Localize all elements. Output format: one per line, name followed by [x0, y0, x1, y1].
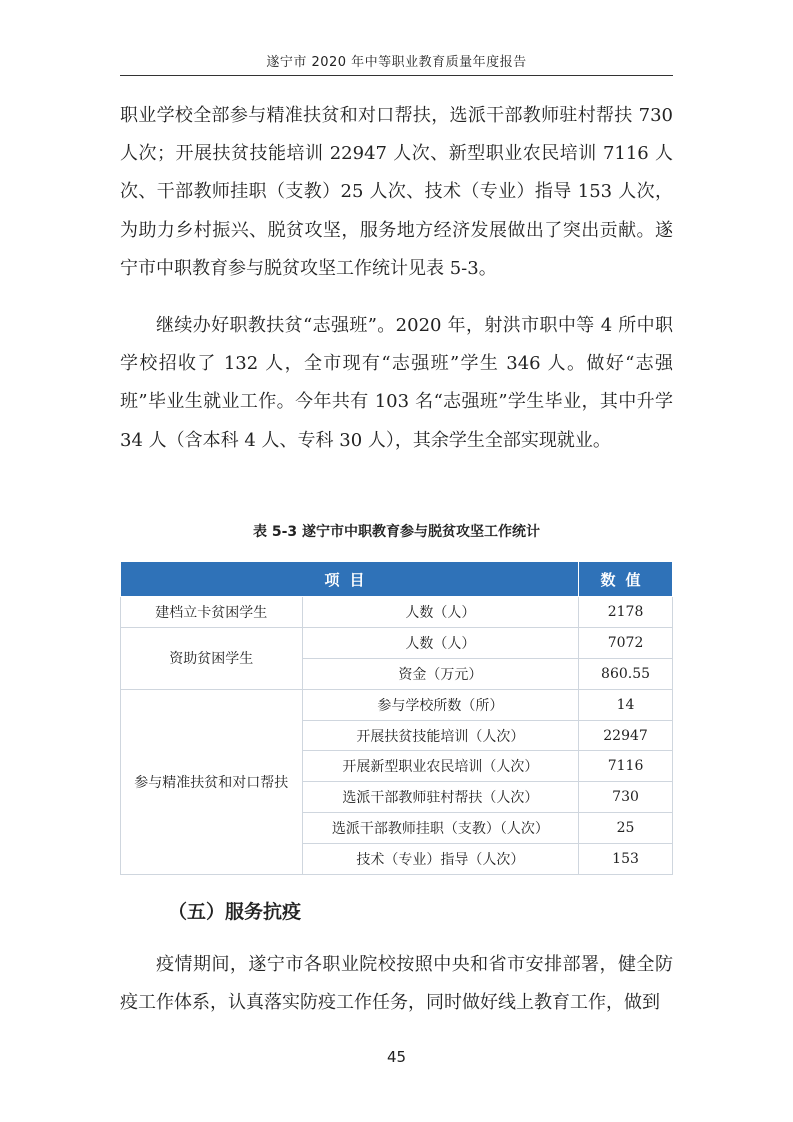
item-cell: 选派干部教师驻村帮扶（人次）	[302, 782, 578, 813]
value-cell: 22947	[579, 720, 673, 751]
item-cell: 参与学校所数（所）	[302, 689, 578, 720]
item-cell: 技术（专业）指导（人次）	[302, 844, 578, 875]
statistics-table	[120, 561, 673, 875]
paragraph-epidemic: 疫情期间，遂宁市各职业院校按照中央和省市安排部署，健全防疫工作体系，认真落实防疫工作任务，同时做好线上教育工作，做到	[120, 954, 673, 1014]
category-cell: 建档立卡贫困学生	[121, 597, 303, 628]
table-row	[121, 627, 673, 658]
paragraph-zhiqiang-class: 继续办好职教扶贫“志强班”。2020 年，射洪市职中等 4 所中职学校招收了 132 人，全市现有“志强班”学生 346 人。做好“志强班”毕业生就业工作。今年共有 103 名“志强班”学生毕业，其中升学 34 人（含本科 4 人、专科 30 人），其余学生全部实现就业。	[120, 315, 673, 451]
paragraph-poverty-alleviation: 职业学校全部参与精准扶贫和对口帮扶，选派干部教师驻村帮扶 730 人次；开展扶贫技能培训 22947 人次、新型职业农民培训 7116 人次、干部教师挂职（支教）25 人次、技术（专业）指导 153 人次，为助力乡村振兴、脱贫攻坚，服务地方经济发展做出了突出贡献。遂宁市中职教育参与脱贫攻坚工作统计见表 5-3。	[120, 105, 673, 279]
value-cell: 730	[579, 782, 673, 813]
value-cell: 25	[579, 813, 673, 844]
item-cell: 人数（人）	[302, 627, 578, 658]
table-row	[121, 689, 673, 720]
item-cell: 选派干部教师挂职（支教）（人次）	[302, 813, 578, 844]
value-cell: 2178	[579, 597, 673, 628]
value-cell: 7072	[579, 627, 673, 658]
table-row	[121, 597, 673, 628]
table-header-row	[121, 562, 673, 597]
page-number: 45	[386, 1048, 407, 1066]
category-cell: 参与精准扶贫和对口帮扶	[121, 689, 303, 874]
item-cell: 开展扶贫技能培训（人次）	[302, 720, 578, 751]
value-cell: 7116	[579, 751, 673, 782]
section-heading: （五）服务抗疫	[168, 901, 302, 923]
header-value: 数值	[579, 562, 673, 597]
header-divider	[120, 75, 673, 76]
value-cell: 860.55	[579, 658, 673, 689]
running-header: 遂宁市 2020 年中等职业教育质量年度报告	[266, 55, 527, 70]
table-caption: 表 5-3 遂宁市中职教育参与脱贫攻坚工作统计	[252, 524, 541, 540]
header-item: 项目	[121, 562, 579, 597]
item-cell: 开展新型职业农民培训（人次）	[302, 751, 578, 782]
item-cell: 资金（万元）	[302, 658, 578, 689]
category-cell: 资助贫困学生	[121, 627, 303, 689]
value-cell: 14	[579, 689, 673, 720]
item-cell: 人数（人）	[302, 597, 578, 628]
value-cell: 153	[579, 844, 673, 875]
